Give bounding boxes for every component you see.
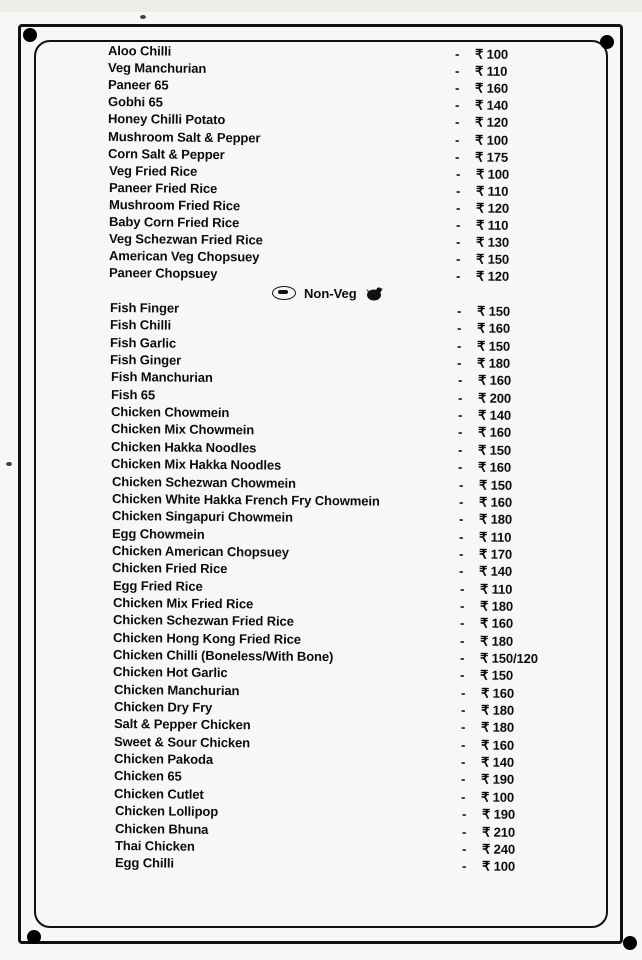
item-price: ₹ 180	[480, 719, 514, 736]
item-name: Thai Chicken	[114, 837, 195, 854]
item-name: Honey Chilli Potato	[108, 111, 226, 128]
item-dash: -	[460, 702, 465, 718]
item-dash: -	[460, 719, 466, 735]
item-name: Egg Chowmein	[112, 525, 205, 542]
item-dash: -	[459, 580, 464, 596]
item-dash: -	[456, 303, 462, 319]
item-price: ₹ 100	[475, 166, 509, 182]
item-dash: -	[459, 632, 465, 649]
item-price: ₹ 160	[477, 320, 511, 337]
item-dash: -	[459, 598, 465, 614]
item-price: ₹ 200	[477, 390, 511, 406]
item-dash: -	[457, 407, 463, 423]
item-name: Paneer Fried Rice	[108, 179, 217, 196]
item-dash: -	[460, 685, 465, 701]
item-price: ₹ 160	[479, 615, 514, 632]
item-name: Chicken Manchurian	[113, 681, 239, 698]
item-name: Chicken Chilli (Boneless/With Bone)	[113, 647, 334, 665]
item-dash: -	[457, 372, 462, 388]
item-name: Chicken Singapuri Chowmein	[111, 508, 293, 525]
item-price: ₹ 240	[481, 841, 516, 857]
item-name: Veg Fried Rice	[108, 162, 197, 179]
item-price: ₹ 180	[480, 702, 514, 718]
item-dash: -	[462, 858, 467, 874]
item-name: Chicken 65	[114, 768, 183, 785]
item-name: Fish Ginger	[110, 352, 182, 368]
item-name: Chicken Hot Garlic	[113, 664, 228, 681]
item-price: ₹ 160	[480, 685, 514, 701]
item-dash: -	[455, 97, 460, 113]
item-price: ₹ 150	[478, 442, 512, 458]
item-dash: -	[458, 528, 464, 544]
item-price: ₹ 140	[481, 754, 515, 770]
item-price: ₹ 180	[477, 355, 511, 371]
item-name: Chicken Chowmein	[110, 404, 230, 421]
item-name: Chicken Fried Rice	[112, 560, 228, 577]
item-name: Fish 65	[110, 386, 155, 403]
item-dash: -	[455, 131, 460, 147]
item-name: American Veg Chopsuey	[108, 248, 260, 265]
item-dash: -	[457, 390, 463, 406]
item-dash: -	[458, 494, 464, 510]
item-name: Paneer 65	[108, 77, 169, 93]
item-price: ₹ 160	[480, 737, 515, 753]
item-dash: -	[459, 546, 464, 562]
item-dash: -	[457, 320, 462, 336]
item-dash: -	[458, 511, 464, 527]
item-name: Chicken Hong Kong Fried Rice	[112, 629, 301, 647]
item-name: Mushroom Fried Rice	[108, 196, 240, 214]
item-dash: -	[457, 338, 462, 354]
item-price: ₹ 120	[475, 114, 509, 131]
item-price: ₹ 180	[479, 633, 514, 649]
item-name: Gobhi 65	[108, 94, 164, 110]
item-name: Paneer Chopsuey	[108, 265, 218, 282]
item-price: ₹ 160	[478, 459, 512, 475]
item-price: ₹ 150	[476, 303, 511, 319]
item-dash: -	[455, 268, 461, 284]
item-name: Chicken Cutlet	[114, 785, 205, 802]
item-name: Mushroom Salt & Pepper	[108, 128, 261, 145]
item-name: Chicken White Hakka French Fry Chowmein	[111, 490, 380, 509]
item-name: Chicken Pakoda	[114, 751, 214, 768]
item-name: Chicken Schezwan Chowmein	[111, 473, 296, 491]
item-name: Fish Chilli	[110, 317, 172, 333]
item-dash: -	[458, 459, 463, 475]
item-price: ₹ 160	[478, 494, 512, 510]
item-price: ₹ 100	[475, 132, 509, 148]
item-dash: -	[454, 63, 460, 79]
item-dash: -	[455, 217, 461, 233]
item-dash: -	[455, 80, 460, 96]
item-dash: -	[455, 166, 460, 182]
item-dash: -	[461, 754, 466, 770]
item-price: ₹ 140	[477, 407, 512, 423]
item-name: Chicken Bhuna	[114, 820, 209, 837]
item-price: ₹ 110	[474, 63, 508, 79]
item-name: Chicken Schezwan Fried Rice	[112, 612, 294, 630]
item-price: ₹ 100	[474, 46, 509, 62]
item-dash: -	[458, 442, 463, 458]
item-price: ₹ 150	[477, 338, 511, 354]
item-price: ₹ 140	[479, 563, 513, 580]
item-dash: -	[460, 667, 465, 683]
item-name: Egg Chilli	[115, 855, 175, 871]
item-price: ₹ 140	[475, 97, 509, 114]
item-name: Chicken Lollipop	[114, 803, 218, 820]
item-dash: -	[461, 806, 466, 822]
item-price: ₹ 150	[478, 477, 512, 493]
item-dash: -	[461, 823, 467, 839]
item-name: Salt & Pepper Chicken	[113, 716, 251, 733]
item-dash: -	[455, 114, 460, 130]
item-dash: -	[460, 737, 466, 753]
item-name: Corn Salt & Pepper	[108, 145, 226, 162]
item-price: ₹ 120	[475, 200, 509, 216]
item-name: Chicken Hakka Noodles	[111, 438, 257, 456]
item-name: Fish Garlic	[110, 334, 177, 351]
item-name: Fish Manchurian	[110, 369, 213, 386]
item-dash: -	[461, 789, 466, 805]
item-dash: -	[455, 200, 461, 216]
item-dash: -	[460, 650, 465, 666]
item-dash: -	[461, 841, 467, 857]
item-name: Chicken Dry Fry	[113, 699, 212, 715]
item-price: ₹ 110	[475, 183, 509, 199]
item-price: ₹ 190	[481, 771, 515, 788]
menu-item-row	[115, 855, 585, 877]
item-name: Sweet & Sour Chicken	[113, 733, 251, 751]
item-price: ₹ 160	[478, 424, 512, 441]
item-price: ₹ 110	[478, 529, 512, 545]
item-dash: -	[458, 476, 463, 492]
item-price: ₹ 130	[475, 234, 510, 250]
item-price: ₹ 110	[475, 217, 509, 233]
item-price: ₹ 210	[481, 824, 515, 840]
item-name: Chicken Mix Fried Rice	[112, 594, 253, 612]
item-name: Chicken American Chopsuey	[112, 542, 290, 560]
item-name: Chicken Mix Chowmein	[111, 421, 255, 438]
item-price: ₹ 175	[475, 149, 509, 165]
item-dash: -	[459, 615, 465, 631]
item-price: ₹ 170	[479, 546, 513, 562]
item-dash: -	[455, 183, 460, 199]
item-price: ₹ 180	[479, 598, 513, 614]
item-price: ₹ 190	[481, 806, 515, 822]
item-price: ₹ 150/120	[480, 650, 539, 667]
item-name: Chicken Mix Hakka Noodles	[111, 456, 282, 473]
item-price: ₹ 150	[475, 251, 510, 268]
item-name: Veg Schezwan Fried Rice	[108, 231, 263, 248]
item-price: ₹ 120	[475, 268, 510, 285]
item-name: Egg Fried Rice	[112, 577, 203, 594]
item-price: ₹ 110	[479, 581, 512, 597]
item-dash: -	[454, 46, 460, 62]
item-price: ₹ 180	[478, 511, 513, 528]
item-name: Veg Manchurian	[108, 60, 207, 77]
item-price: ₹ 160	[475, 80, 509, 97]
section-title: Non-Veg	[304, 285, 357, 301]
item-dash: -	[455, 251, 461, 267]
item-name: Aloo Chilli	[107, 43, 172, 59]
item-dash: -	[458, 424, 463, 440]
item-dash: -	[455, 234, 461, 250]
item-dash: -	[455, 148, 460, 164]
item-name: Baby Corn Fried Rice	[108, 214, 240, 231]
item-name: Fish Finger	[109, 300, 180, 316]
item-dash: -	[457, 355, 462, 371]
item-price: ₹ 100	[482, 858, 516, 875]
item-price: ₹ 160	[477, 372, 511, 389]
item-price: ₹ 150	[480, 667, 514, 684]
item-price: ₹ 100	[481, 789, 515, 805]
item-dash: -	[459, 563, 464, 579]
item-dash: -	[461, 771, 466, 787]
